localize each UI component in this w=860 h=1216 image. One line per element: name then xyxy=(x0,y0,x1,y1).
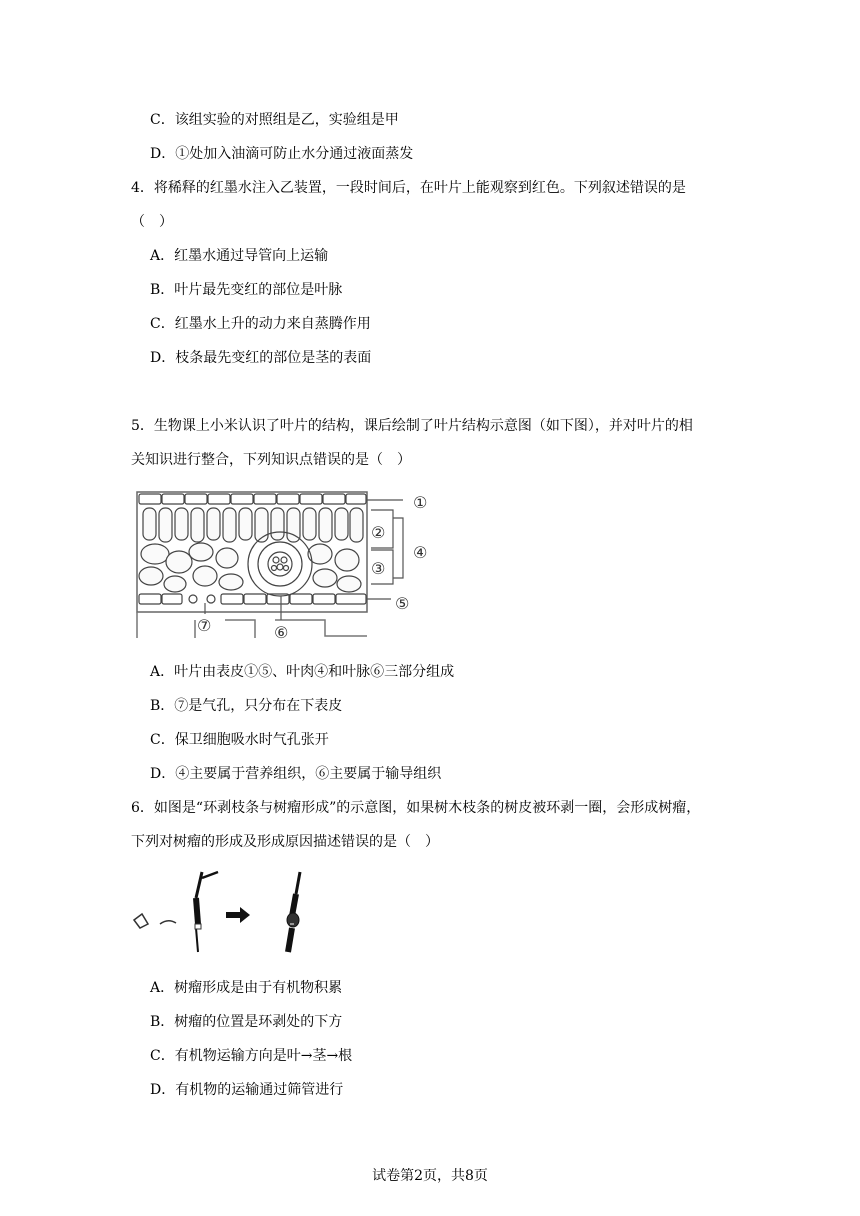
leaf-structure-figure xyxy=(135,488,445,643)
branch-after xyxy=(287,872,300,952)
q4-option-b: B．叶片最先变红的部位是叶脉 xyxy=(150,282,343,298)
q6-stem-line2: 下列对树瘤的形成及形成原因描述错误的是（ ） xyxy=(131,834,439,850)
q4-option-d: D．枝条最先变红的部位是茎的表面 xyxy=(150,350,372,366)
q6-option-d: D．有机物的运输通过筛管进行 xyxy=(150,1082,344,1098)
label-4: ④ xyxy=(413,543,428,562)
lower-epidermis xyxy=(139,594,366,604)
upper-epidermis xyxy=(139,494,366,504)
branch-before xyxy=(195,872,218,952)
page-footer: 试卷第2页，共8页 xyxy=(372,1168,488,1184)
label-7: ⑦ xyxy=(197,616,212,635)
q5-option-b: B．⑦是气孔，只分布在下表皮 xyxy=(150,698,343,714)
q4-stem-line2: （ ） xyxy=(131,214,173,230)
label-1: ① xyxy=(413,493,428,512)
q5-stem-line2: 关知识进行整合，下列知识点错误的是（ ） xyxy=(131,452,411,468)
cut-tool-icon xyxy=(134,914,176,928)
q5-option-c: C．保卫细胞吸水时气孔张开 xyxy=(150,732,329,748)
q4-stem-line1: 4．将稀释的红墨水注入乙装置，一段时间后，在叶片上能观察到红色。下列叙述错误的是 xyxy=(131,180,686,196)
q6-option-c: C．有机物运输方向是叶→茎→根 xyxy=(150,1048,353,1064)
spongy-layer xyxy=(139,543,361,592)
q6-option-a: A．树瘤形成是由于有机物积累 xyxy=(150,980,343,996)
label-3: ③ xyxy=(371,559,386,578)
label-2: ② xyxy=(371,523,386,542)
arrow-icon xyxy=(226,907,250,923)
q4-option-a: A．红墨水通过导管向上运输 xyxy=(150,248,329,264)
q3-option-d: D．①处加入油滴可防止水分通过液面蒸发 xyxy=(150,146,414,162)
q5-option-a: A．叶片由表皮①⑤、叶肉④和叶脉⑥三部分组成 xyxy=(150,664,455,680)
vein xyxy=(248,532,312,596)
girdling-figure xyxy=(130,868,340,958)
q5-stem-line1: 5．生物课上小米认识了叶片的结构，课后绘制了叶片结构示意图（如下图），并对叶片的相 xyxy=(131,418,693,434)
q6-stem-line1: 6．如图是“环剥枝条与树瘤形成”的示意图，如果树木枝条的树皮被环剥一圈，会形成树瘤， xyxy=(131,800,701,816)
q5-option-d: D．④主要属于营养组织，⑥主要属于输导组织 xyxy=(150,766,442,782)
label-5: ⑤ xyxy=(395,594,410,613)
q4-option-c: C．红墨水上升的动力来自蒸腾作用 xyxy=(150,316,371,332)
q6-option-b: B．树瘤的位置是环剥处的下方 xyxy=(150,1014,343,1030)
label-6: ⑥ xyxy=(274,623,289,642)
palisade-layer xyxy=(143,508,363,542)
q3-option-c: C．该组实验的对照组是乙，实验组是甲 xyxy=(150,112,399,128)
